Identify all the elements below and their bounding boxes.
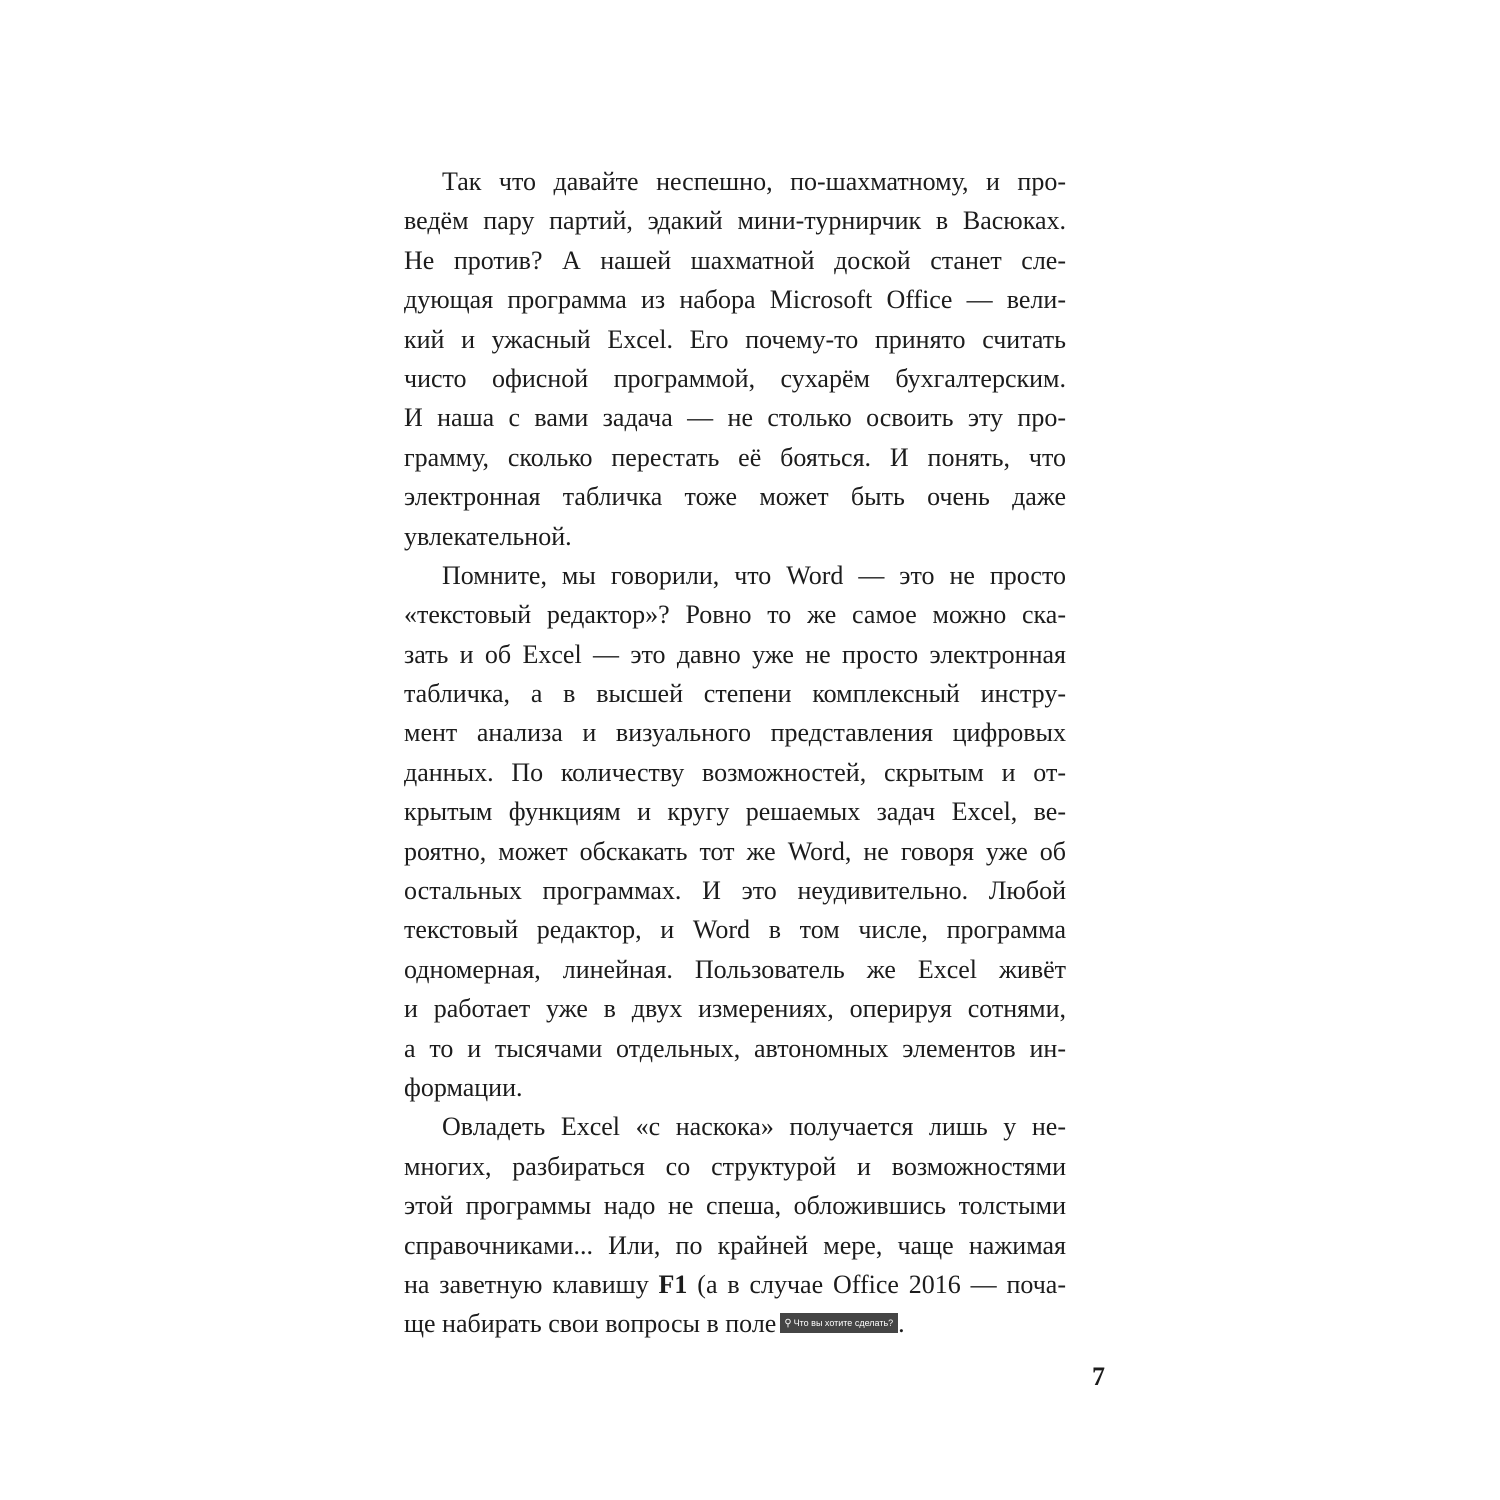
last-line-text: ще набирать свои вопросы в поле (404, 1309, 777, 1339)
paragraph-1-line: увлекательной. (404, 521, 572, 551)
paragraph-1-line: И наша с вами задача — не столько освоить эту про- (404, 403, 1066, 433)
paragraph-1-line: грамму, сколько перестать её бояться. И понять, что (404, 442, 1066, 472)
paragraph-3-last-line (404, 1304, 1066, 1343)
paragraph-2-line: Помните, мы говорили, что Word — это не просто (442, 560, 1066, 590)
paragraph-3-line: Овладеть Excel «с наскока» получается лишь у не- (442, 1112, 1066, 1142)
paragraph-3-line: этой программы надо не спеша, обложившись толстыми (404, 1191, 1066, 1221)
paragraph-3-line: справочниками... Или, по крайней мере, чаще нажимая (404, 1230, 1066, 1260)
paragraph-1-line: ведём пару партий, эдакий мини-турнирчик в Васюках. (404, 206, 1066, 236)
paragraph-2-line: зать и об Excel — это давно уже не просто электронная (404, 639, 1066, 669)
paragraph-2-line: данных. По количеству возможностей, скрытым и от- (404, 757, 1066, 787)
f1-line-after: (а в случае Office 2016 — поча- (687, 1269, 1066, 1299)
paragraph-2-line: формации. (404, 1072, 523, 1102)
page-number: 7 (1092, 1362, 1105, 1391)
last-line-end: . (898, 1309, 905, 1339)
paragraph-1-line: дующая программа из набора Microsoft Office — вели- (404, 285, 1066, 315)
tell-me-field-text: Что вы хотите сделать? (793, 1318, 894, 1329)
f1-line-before: на заветную клавишу (404, 1269, 659, 1299)
paragraph-2-line: одномерная, линейная. Пользователь же Excel живёт (404, 954, 1066, 984)
paragraph-3-line-f1 (404, 1265, 1066, 1304)
paragraph-2-line: «текстовый редактор»? Ровно то же самое можно ска- (404, 600, 1066, 630)
body-text (404, 162, 1066, 1344)
paragraph-2-line: табличка, а в высшей степени комплексный инстру- (404, 679, 1066, 709)
paragraph-1-line: Так что давайте неспешно, по-шахматному, и про- (442, 167, 1066, 196)
paragraph-1-line: Не против? А нашей шахматной доской станет сле- (404, 245, 1066, 275)
tell-me-field-image (780, 1313, 898, 1333)
paragraph-2-line: текстовый редактор, и Word в том числе, программа (404, 915, 1066, 945)
paragraph-2-line: а то и тысячами отдельных, автономных элементов ин- (404, 1033, 1066, 1063)
paragraph-1-line: чисто офисной программой, сухарём бухгалтерским. (404, 363, 1066, 393)
paragraph-2-line: роятно, может обскакать тот же Word, не говоря уже об (404, 836, 1066, 866)
paragraph-3-line: многих, разбираться со структурой и возможностями (404, 1151, 1066, 1181)
paragraph-1-line: электронная табличка тоже может быть очень даже (404, 482, 1066, 512)
paragraph-2-line: и работает уже в двух измерениях, оперируя сотнями, (404, 994, 1066, 1024)
paragraph-2-line: мент анализа и визуального представления цифровых (404, 718, 1066, 748)
f1-key-label: F1 (658, 1269, 688, 1299)
paragraph-2-line: остальных программах. И это неудивительно. Любой (404, 876, 1066, 906)
lightbulb-icon: ⚲ (784, 1318, 792, 1330)
paragraph-2-line: крытым функциям и кругу решаемых задач Excel, ве- (404, 797, 1066, 827)
paragraph-1-line: кий и ужасный Excel. Его почему-то принято считать (404, 324, 1066, 354)
